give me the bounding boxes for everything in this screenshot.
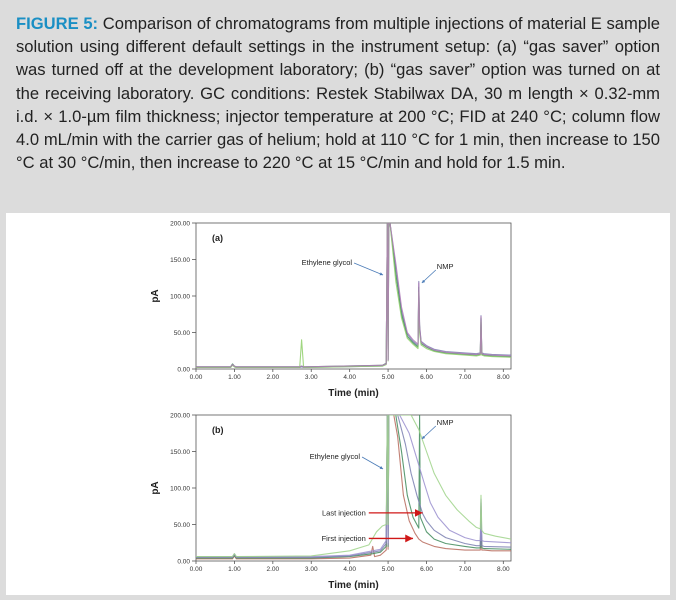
- annotation-last-injection: Last injection: [322, 508, 366, 518]
- y-tick-label: 200.00: [170, 412, 190, 420]
- x-tick-label: 4.00: [343, 374, 356, 381]
- x-tick-label: 7.00: [458, 374, 472, 381]
- y-tick-label: 0.00: [177, 558, 190, 566]
- figure-label: FIGURE 5:: [16, 14, 99, 33]
- x-tick-label: 2.00: [266, 374, 280, 381]
- y-tick-label: 100.00: [170, 293, 190, 301]
- panel-label: (a): [212, 233, 223, 243]
- annotation-nmp: NMP: [436, 418, 454, 427]
- x-tick-label: 0.00: [189, 374, 203, 381]
- x-tick-label: 0.00: [189, 566, 203, 573]
- caption-body: Comparison of chromatograms from multiple injections of material E sample solution using different default settings in the instrument setup: (a) “gas saver” option was turned off at the development laboratory; (b) “gas saver” option was turned on at the receiving laboratory. GC conditions: Restek Stabilwax DA, 30 m length × 0.32-mm i.d. × 1.0-µm film thickness; injector temperature at 200 °C; FID at 240 °C; column flow 4.0 mL/min with the carrier gas of helium; hold at 110 °C for 1 min, then increase to 150 °C at 30 °C/min, then increase to 220 °C at 15 °C/min and hold for 1.5 min.: [16, 14, 660, 173]
- annotation-ethylene-glycol: Ethylene glycol: [309, 452, 361, 461]
- x-tick-label: 8.00: [496, 566, 510, 573]
- x-tick-label: 2.00: [266, 566, 280, 573]
- y-axis-label: pA: [150, 289, 161, 303]
- x-axis-label: Time (min): [328, 388, 379, 399]
- chromatogram-figure: [6, 213, 670, 595]
- chart-b: [150, 413, 511, 592]
- x-tick-label: 6.00: [420, 374, 433, 381]
- x-tick-label: 5.00: [381, 374, 395, 381]
- chart-panel: [6, 213, 670, 595]
- y-tick-label: 150.00: [170, 449, 190, 456]
- x-tick-label: 6.00: [420, 566, 433, 573]
- x-axis-label: Time (min): [328, 580, 379, 591]
- x-tick-label: 1.00: [228, 566, 241, 573]
- x-tick-label: 8.00: [496, 374, 510, 381]
- caption-text: [0, 0, 676, 174]
- x-tick-label: 7.00: [458, 566, 472, 573]
- annotation-first-injection: First injection: [321, 533, 366, 543]
- y-tick-label: 0.00: [177, 366, 190, 374]
- y-tick-label: 100.00: [170, 485, 190, 493]
- x-tick-label: 5.00: [381, 566, 395, 573]
- annotation-ethylene-glycol: Ethylene glycol: [301, 258, 353, 267]
- plot-frame: [196, 223, 511, 369]
- annotation-nmp: NMP: [436, 262, 454, 271]
- y-axis-label: pA: [150, 481, 161, 495]
- panel-label: (b): [212, 425, 224, 435]
- x-tick-label: 3.00: [304, 566, 318, 573]
- x-tick-label: 1.00: [228, 374, 241, 381]
- figure-caption: [0, 0, 676, 213]
- y-tick-label: 200.00: [170, 220, 190, 228]
- x-tick-label: 4.00: [343, 566, 356, 573]
- y-tick-label: 50.00: [173, 522, 190, 529]
- x-tick-label: 3.00: [304, 374, 318, 381]
- y-tick-label: 50.00: [173, 330, 190, 337]
- chart-a: [150, 221, 511, 400]
- y-tick-label: 150.00: [170, 257, 190, 264]
